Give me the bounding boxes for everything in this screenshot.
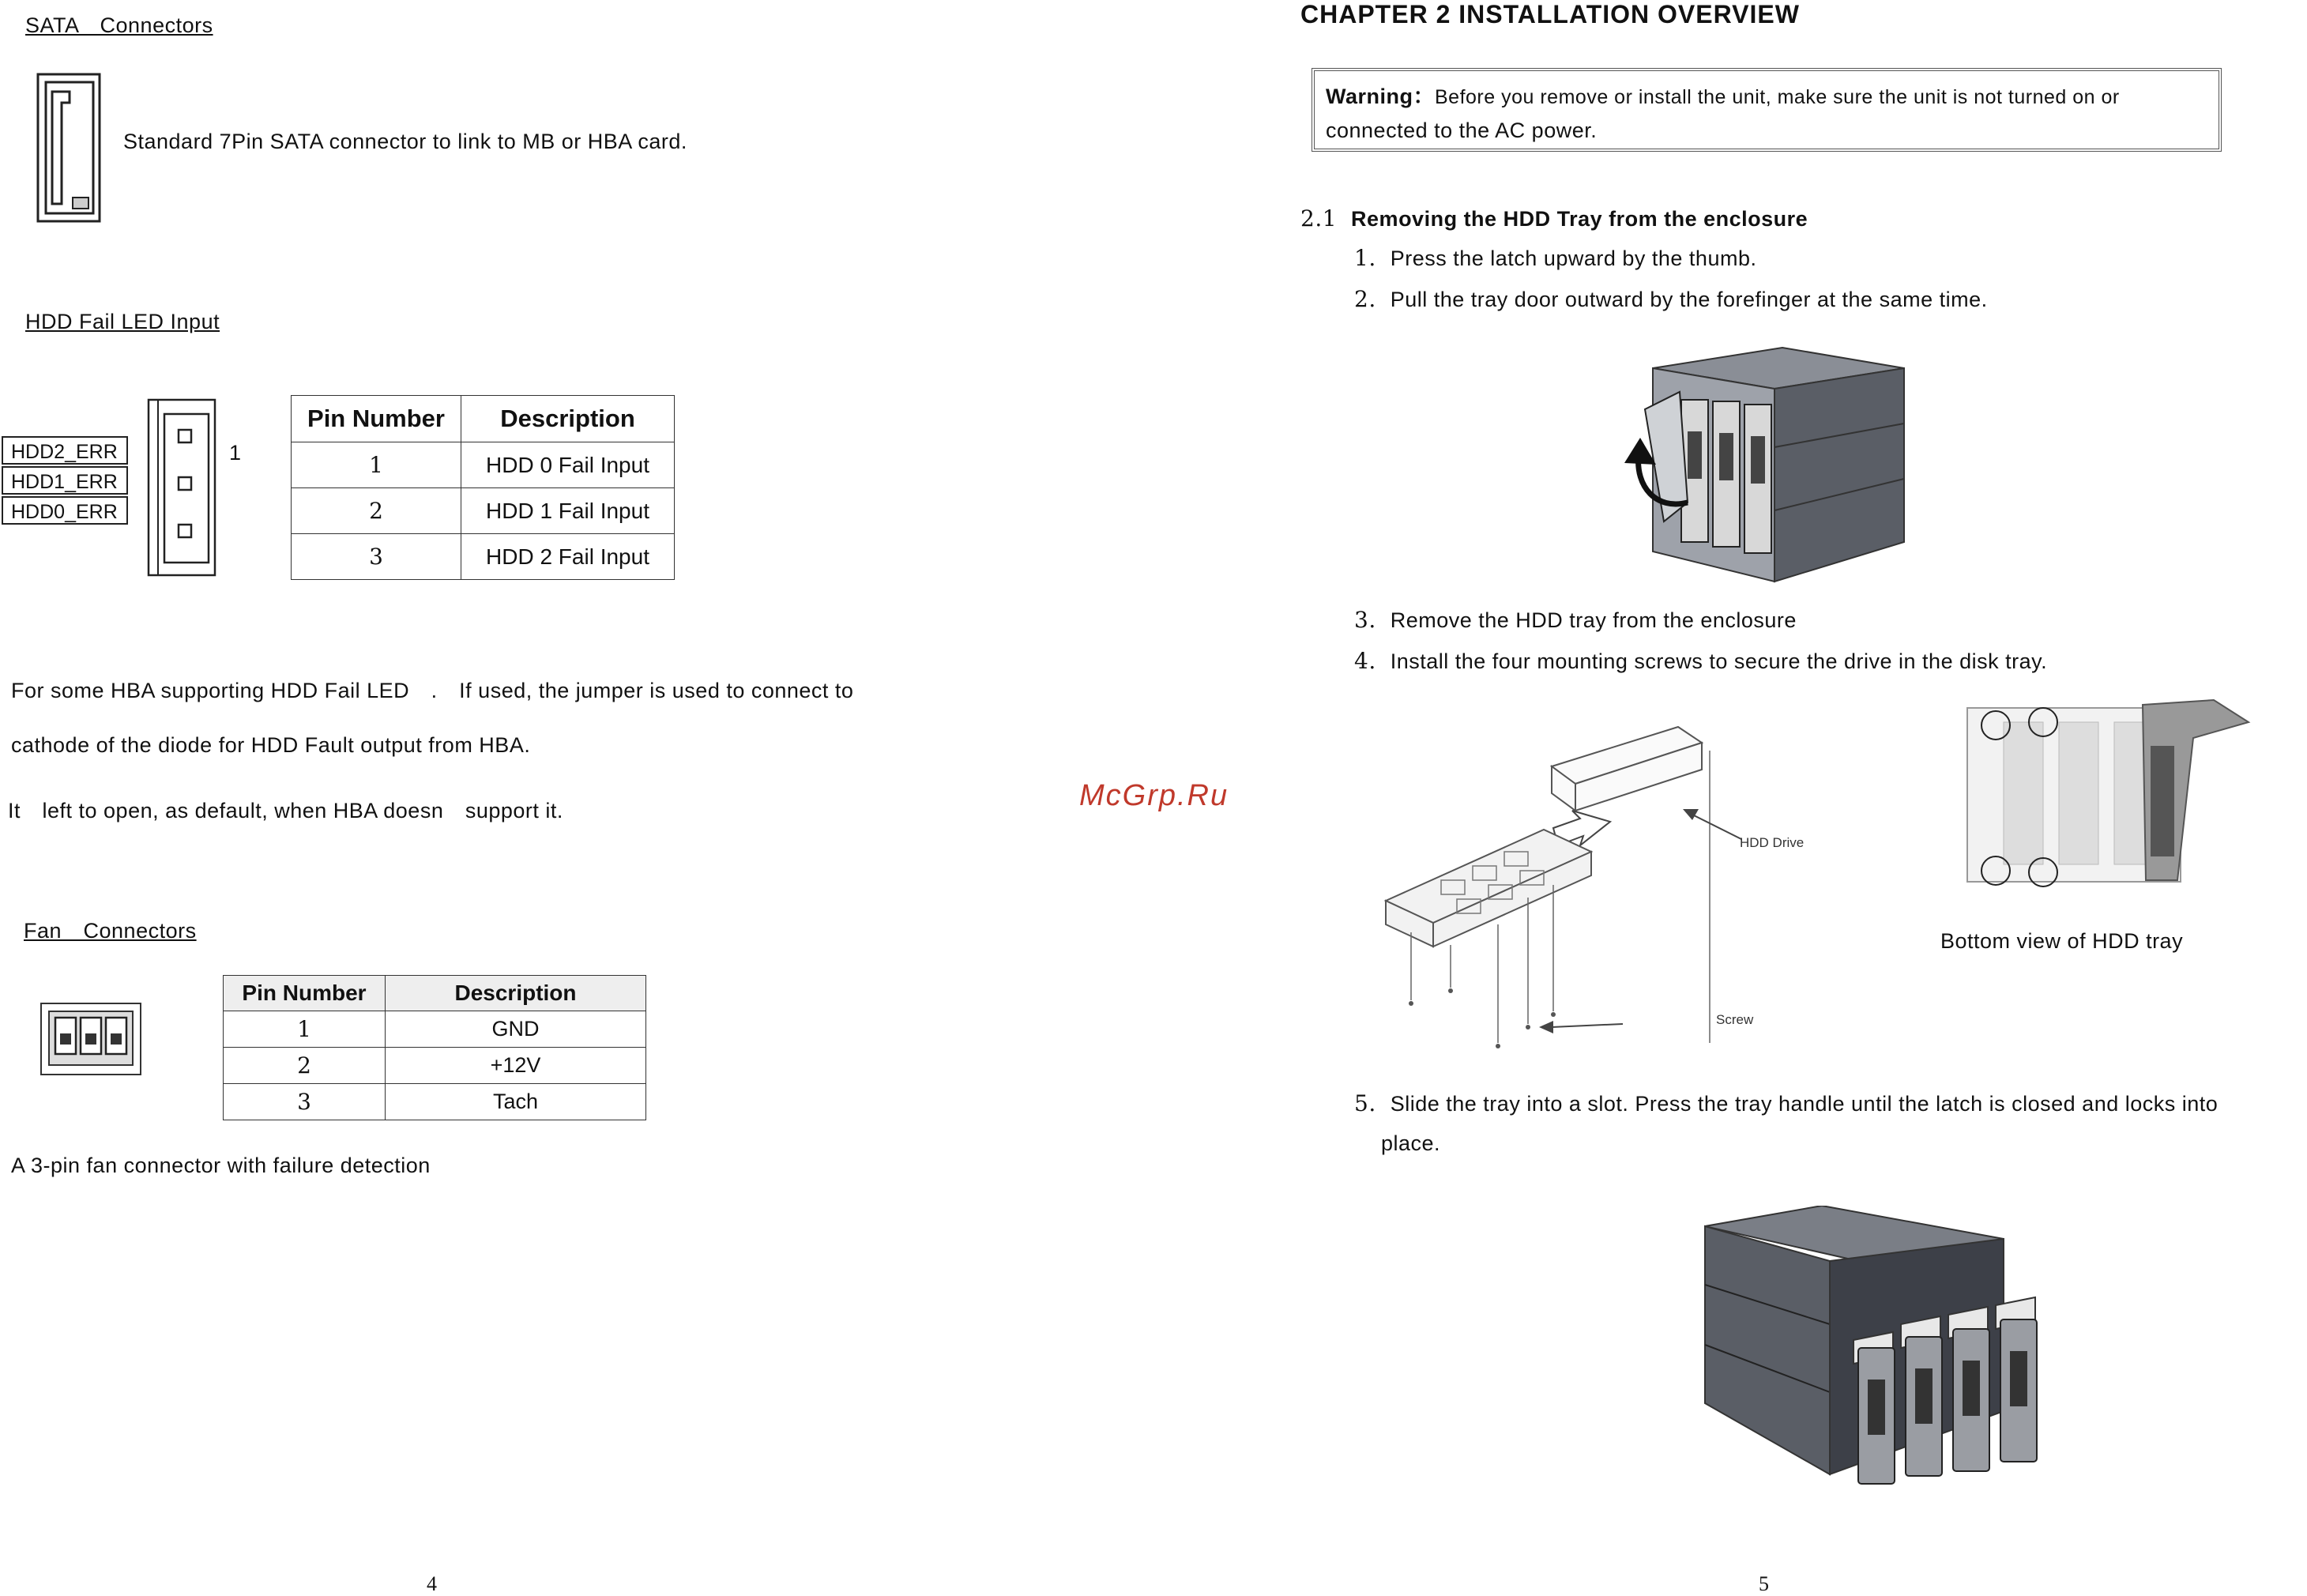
step-number: 5. bbox=[1354, 1090, 1376, 1116]
enclosure-installed-illustration bbox=[1703, 1206, 2083, 1500]
pin-cell: 2 bbox=[224, 1048, 386, 1084]
warning-text-line-2: connected to the AC power. bbox=[1326, 119, 1598, 142]
step-text: Pull the tray door outward by the forefinger at the same time. bbox=[1390, 288, 1988, 311]
led-header-connector-icon bbox=[147, 398, 218, 578]
fan-heading: Fan Connectors bbox=[24, 919, 197, 943]
step-5-continued: place. bbox=[1381, 1131, 1441, 1155]
description-cell: Tach bbox=[386, 1084, 646, 1120]
table-row bbox=[292, 488, 675, 534]
step-text: Press the latch upward by the thumb. bbox=[1390, 247, 1757, 270]
warning-text-line-1: Before you remove or install the unit, make sure the unit is not turned on or bbox=[1435, 86, 2120, 108]
pin-cell: 1 bbox=[224, 1011, 386, 1048]
table-row bbox=[224, 1084, 646, 1120]
column-header: Description bbox=[386, 976, 646, 1011]
section-title: Removing the HDD Tray from the enclosure bbox=[1351, 207, 1808, 231]
tray-bottom-view-photo bbox=[1956, 698, 2256, 896]
sata-connector-icon bbox=[35, 71, 106, 226]
step-5 bbox=[1354, 1090, 2218, 1116]
step-1 bbox=[1354, 245, 1756, 271]
warning-box bbox=[1312, 68, 2222, 152]
step-3 bbox=[1354, 607, 1797, 633]
hdd-drive-label: HDD Drive bbox=[1740, 835, 1805, 850]
description-cell: HDD 1 Fail Input bbox=[461, 488, 675, 534]
table-row bbox=[292, 534, 675, 580]
description-cell: GND bbox=[386, 1011, 646, 1048]
table-row bbox=[292, 442, 675, 488]
description-cell: +12V bbox=[386, 1048, 646, 1084]
step-2 bbox=[1354, 286, 1988, 312]
pin-cell: 2 bbox=[292, 488, 461, 534]
pin-one-marker: 1 bbox=[229, 441, 242, 465]
page-number-right: 5 bbox=[1759, 1572, 1769, 1595]
table-header-row bbox=[224, 976, 646, 1011]
section-number: 2.1 bbox=[1300, 205, 1338, 231]
step-text: Remove the HDD tray from the enclosure bbox=[1390, 608, 1797, 632]
warning-label: Warning： bbox=[1326, 85, 1435, 108]
column-header: Pin Number bbox=[224, 976, 386, 1011]
step-number: 4. bbox=[1354, 648, 1376, 674]
description-cell: HDD 2 Fail Input bbox=[461, 534, 675, 580]
pin-cell: 1 bbox=[292, 442, 461, 488]
step-4 bbox=[1354, 648, 2047, 674]
page-number-left: 4 bbox=[427, 1572, 437, 1595]
table-row bbox=[224, 1048, 646, 1084]
pin-cell: 3 bbox=[224, 1084, 386, 1120]
column-header: Description bbox=[461, 396, 675, 442]
table-header-row bbox=[292, 396, 675, 442]
pin-cell: 3 bbox=[292, 534, 461, 580]
hdd-led-paragraph-1: For some HBA supporting HDD Fail LED . If used, the jumper is used to connect to bbox=[11, 679, 854, 702]
hdd-led-paragraph-3: It left to open, as default, when HBA doesn support it. bbox=[8, 799, 563, 822]
hdd-led-pin-table bbox=[291, 395, 675, 580]
table-row bbox=[224, 1011, 646, 1048]
hdd-led-heading: HDD Fail LED Input bbox=[25, 310, 220, 333]
enclosure-removal-illustration bbox=[1577, 344, 1909, 594]
fan-pin-table bbox=[223, 975, 646, 1120]
sata-heading: SATA Connectors bbox=[25, 13, 213, 37]
led-label-stack bbox=[2, 436, 128, 525]
fan-connector-icon bbox=[40, 1002, 144, 1078]
hdd-tray-screw-diagram bbox=[1378, 711, 1820, 1051]
bottom-view-caption: Bottom view of HDD tray bbox=[1940, 929, 2184, 953]
chapter-title: CHAPTER 2 INSTALLATION OVERVIEW bbox=[1300, 0, 1800, 28]
step-number: 3. bbox=[1354, 607, 1376, 633]
step-text: Install the four mounting screws to secure the drive in the disk tray. bbox=[1390, 649, 2048, 673]
fan-caption: A 3-pin fan connector with failure detection bbox=[11, 1154, 431, 1177]
screw-label: Screw bbox=[1716, 1012, 1754, 1027]
label-hdd2-err: HDD2_ERR bbox=[2, 436, 128, 465]
column-header: Pin Number bbox=[292, 396, 461, 442]
hdd-led-paragraph-2: cathode of the diode for HDD Fault output from HBA. bbox=[11, 733, 531, 757]
sata-description: Standard 7Pin SATA connector to link to MB or HBA card. bbox=[123, 130, 687, 153]
watermark: McGrp.Ru bbox=[1079, 779, 1229, 812]
step-number: 1. bbox=[1354, 245, 1376, 271]
label-hdd0-err: HDD0_ERR bbox=[2, 496, 128, 525]
description-cell: HDD 0 Fail Input bbox=[461, 442, 675, 488]
step-text: Slide the tray into a slot. Press the tray handle until the latch is closed and locks into bbox=[1390, 1092, 2219, 1116]
step-number: 2. bbox=[1354, 286, 1376, 312]
label-hdd1-err: HDD1_ERR bbox=[2, 466, 128, 495]
